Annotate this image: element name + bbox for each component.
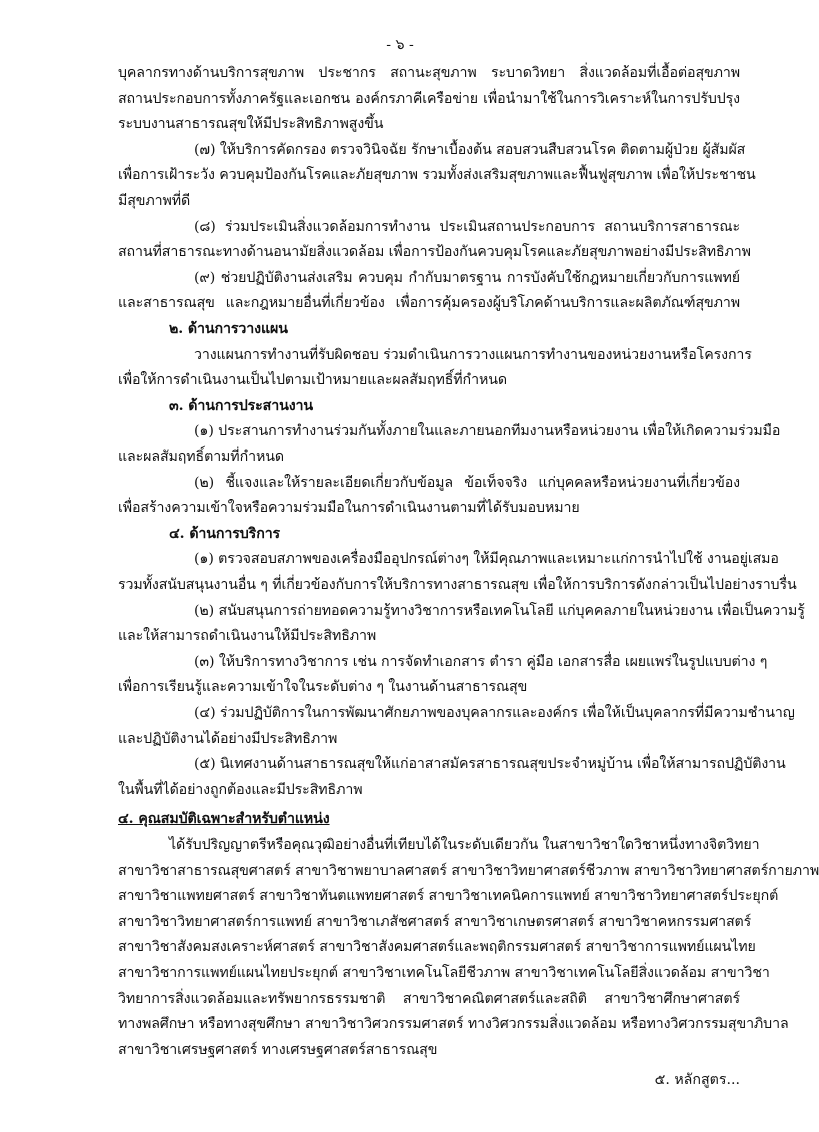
text-line: สาขาวิชาสาธารณสุขศาสตร์ สาขาวิชาพยาบาลศาสตร์ สาขาวิชาวิทยาศาสตร์ชีวภาพ สาขาวิชาวิทยาศาสตร์กายภาพ [118, 862, 819, 879]
text-line: รวมทั้งสนับสนุนงานอื่น ๆ ที่เกี่ยวข้องกับการให้บริการทางสาธารณสุข เพื่อให้การบริการดังกล่าวเป็นไปอย่างราบรื่น [118, 577, 797, 593]
text-line: (๘) ร่วมประเมินสิ่งแวดล้อมการทำงาน ประเมินสถานประกอบการ สถานบริการสาธารณะ [194, 218, 740, 235]
text-line: ได้รับปริญญาตรีหรือคุณวุฒิอย่างอื่นที่เทียบได้ในระดับเดียวกัน ในสาขาวิชาใดวิชาหนึ่งทางจิตวิทยา [169, 837, 760, 853]
text-line: มีสุขภาพที่ดี [118, 193, 191, 209]
text-line: (๙) ช่วยปฏิบัติงานส่งเสริม ควบคุม กำกับมาตรฐาน การบังคับใช้กฎหมายเกี่ยวกับการแพทย์ [194, 269, 740, 286]
text-line: (๓) ให้บริการทางวิชาการ เช่น การจัดทำเอกสาร ตำรา คู่มือ เอกสารสื่อ เผยแพร่ในรูปแบบต่าง ๆ [194, 653, 768, 670]
section-heading: ๔. คุณสมบัติเฉพาะสำหรับตำแหน่ง [118, 811, 330, 828]
text-line: เพื่อการเฝ้าระวัง ควบคุมป้องกันโรคและภัยสุขภาพ รวมทั้งส่งเสริมสุขภาพและฟื้นฟูสุขภาพ เพื่อให้ประชาชน [118, 167, 756, 184]
text-line: ในพื้นที่ได้อย่างถูกต้องและมีประสิทธิภาพ [118, 781, 363, 798]
text-line: เพื่อการเรียนรู้และความเข้าใจในระดับต่าง ๆ ในงานด้านสาธารณสุข [118, 679, 528, 696]
text-line: สาขาวิชาเศรษฐศาสตร์ ทางเศรษฐศาสตร์สาธารณสุข [118, 1041, 438, 1058]
text-line: (๕) นิเทศงานด้านสาธารณสุขให้แก่อาสาสมัครสาธารณสุขประจำหมู่บ้าน เพื่อให้สามารถปฏิบัติงาน [194, 756, 786, 773]
text-line: และปฏิบัติงานได้อย่างมีประสิทธิภาพ [118, 730, 338, 747]
text-line: สาขาวิชาวิทยาศาสตร์การแพทย์ สาขาวิชาเภสัชศาสตร์ สาขาวิชาเกษตรศาสตร์ สาขาวิชาคหกรรมศาสตร์ [118, 913, 752, 930]
text-line: เพื่อสร้างความเข้าใจหรือความร่วมมือในการดำเนินงานตามที่ได้รับมอบหมาย [118, 500, 580, 517]
text-line: (๒) สนับสนุนการถ่ายทอดความรู้ทางวิชาการหรือเทคโนโลยี แก่บุคคลภายในหน่วยงาน เพื่อเป็นความรู้ [194, 602, 805, 619]
text-line: เพื่อให้การดำเนินงานเป็นไปตามเป้าหมายและผลสัมฤทธิ์ที่กำหนด [118, 372, 507, 389]
text-line: สถานที่สาธารณะทางด้านอนามัยสิ่งแวดล้อม เพื่อการป้องกันควบคุมโรคและภัยสุขภาพอย่างมีประสิทธิภาพ [118, 244, 751, 261]
text-line: สถานประกอบการทั้งภาครัฐและเอกชน องค์กรภาคีเครือข่าย เพื่อนำมาใช้ในการวิเคราะห์ในการปรับปรุง [118, 90, 740, 107]
text-line: และสาธารณสุข และกฎหมายอื่นที่เกี่ยวข้อง เพื่อการคุ้มครองผู้บริโภคด้านบริการและผลิตภัณฑ์สุขภาพ [118, 295, 740, 312]
text-line: (๗) ให้บริการคัดกรอง ตรวจวินิจฉัย รักษาเบื้องต้น สอบสวนสืบสวนโรค ติดตามผู้ป่วย ผู้สัมผัส [194, 141, 746, 158]
text-line: สาขาวิชาแพทยศาสตร์ สาขาวิชาทันตแพทยศาสตร์ สาขาวิชาเทคนิคการแพทย์ สาขาวิชาวิทยาศาสตร์ประยุกต์ [118, 888, 779, 905]
text-line: ทางพลศึกษา หรือทางสุขศึกษา สาขาวิชาวิศวกรรมศาสตร์ ทางวิศวกรรมสิ่งแวดล้อม หรือทางวิศวกรรมสุขาภิบาล [118, 1016, 789, 1033]
text-line: บุคลากรทางด้านบริการสุขภาพ ประชากร สถานะสุขภาพ ระบาดวิทยา สิ่งแวดล้อมที่เอื้อต่อสุขภาพ [118, 65, 740, 81]
text-line: สาขาวิชาสังคมสงเคราะห์ศาสตร์ สาขาวิชาสังคมศาสตร์และพฤติกรรมศาสตร์ สาขาวิชาการแพทย์แผนไทย [118, 939, 756, 956]
text-line: และให้สามารถดำเนินงานให้มีประสิทธิภาพ [118, 628, 377, 645]
text-line: และผลสัมฤทธิ์ตามที่กำหนด [118, 449, 284, 465]
continuation-marker: ๕. หลักสูตร... [654, 1071, 740, 1088]
text-line: ระบบงานสาธารณสุขให้มีประสิทธิภาพสูงขึ้น [118, 116, 384, 133]
text-line: (๑) ตรวจสอบสภาพของเครื่องมืออุปกรณ์ต่างๆ ให้มีคุณภาพและเหมาะแก่การนำไปใช้ งานอยู่เสมอ [194, 551, 779, 568]
text-line: วางแผนการทำงานที่รับผิดชอบ ร่วมดำเนินการวางแผนการทำงานของหน่วยงานหรือโครงการ [194, 346, 752, 363]
text-line: วิทยาการสิ่งแวดล้อมและทรัพยากรธรรมชาติ สาขาวิชาคณิตศาสตร์และสถิติ สาขาวิชาศึกษาศาสตร์ [118, 990, 740, 1007]
text-line: (๔) ร่วมปฏิบัติการในการพัฒนาศักยภาพของบุคลากรและองค์กร เพื่อให้เป็นบุคลากรที่มีความชำนาญ [194, 705, 795, 721]
subsection-heading: ๓. ด้านการประสานงาน [169, 397, 313, 414]
text-line: สาขาวิชาการแพทย์แผนไทยประยุกต์ สาขาวิชาเทคโนโลยีชีวภาพ สาขาวิชาเทคโนโลยีสิ่งแวดล้อม สาขาวิชา [118, 965, 770, 981]
text-line: (๒) ชี้แจงและให้รายละเอียดเกี่ยวกับข้อมูล ข้อเท็จจริง แก่บุคคลหรือหน่วยงานที่เกี่ยวข้อง [194, 474, 740, 491]
subsection-heading: ๔. ด้านการบริการ [169, 525, 281, 542]
subsection-heading: ๒. ด้านการวางแผน [169, 321, 288, 337]
text-line: (๑) ประสานการทำงานร่วมกันทั้งภายในและภายนอกทีมงานหรือหน่วยงาน เพื่อให้เกิดความร่วมมือ [194, 423, 781, 440]
page-number: - ๖ - [386, 37, 414, 53]
